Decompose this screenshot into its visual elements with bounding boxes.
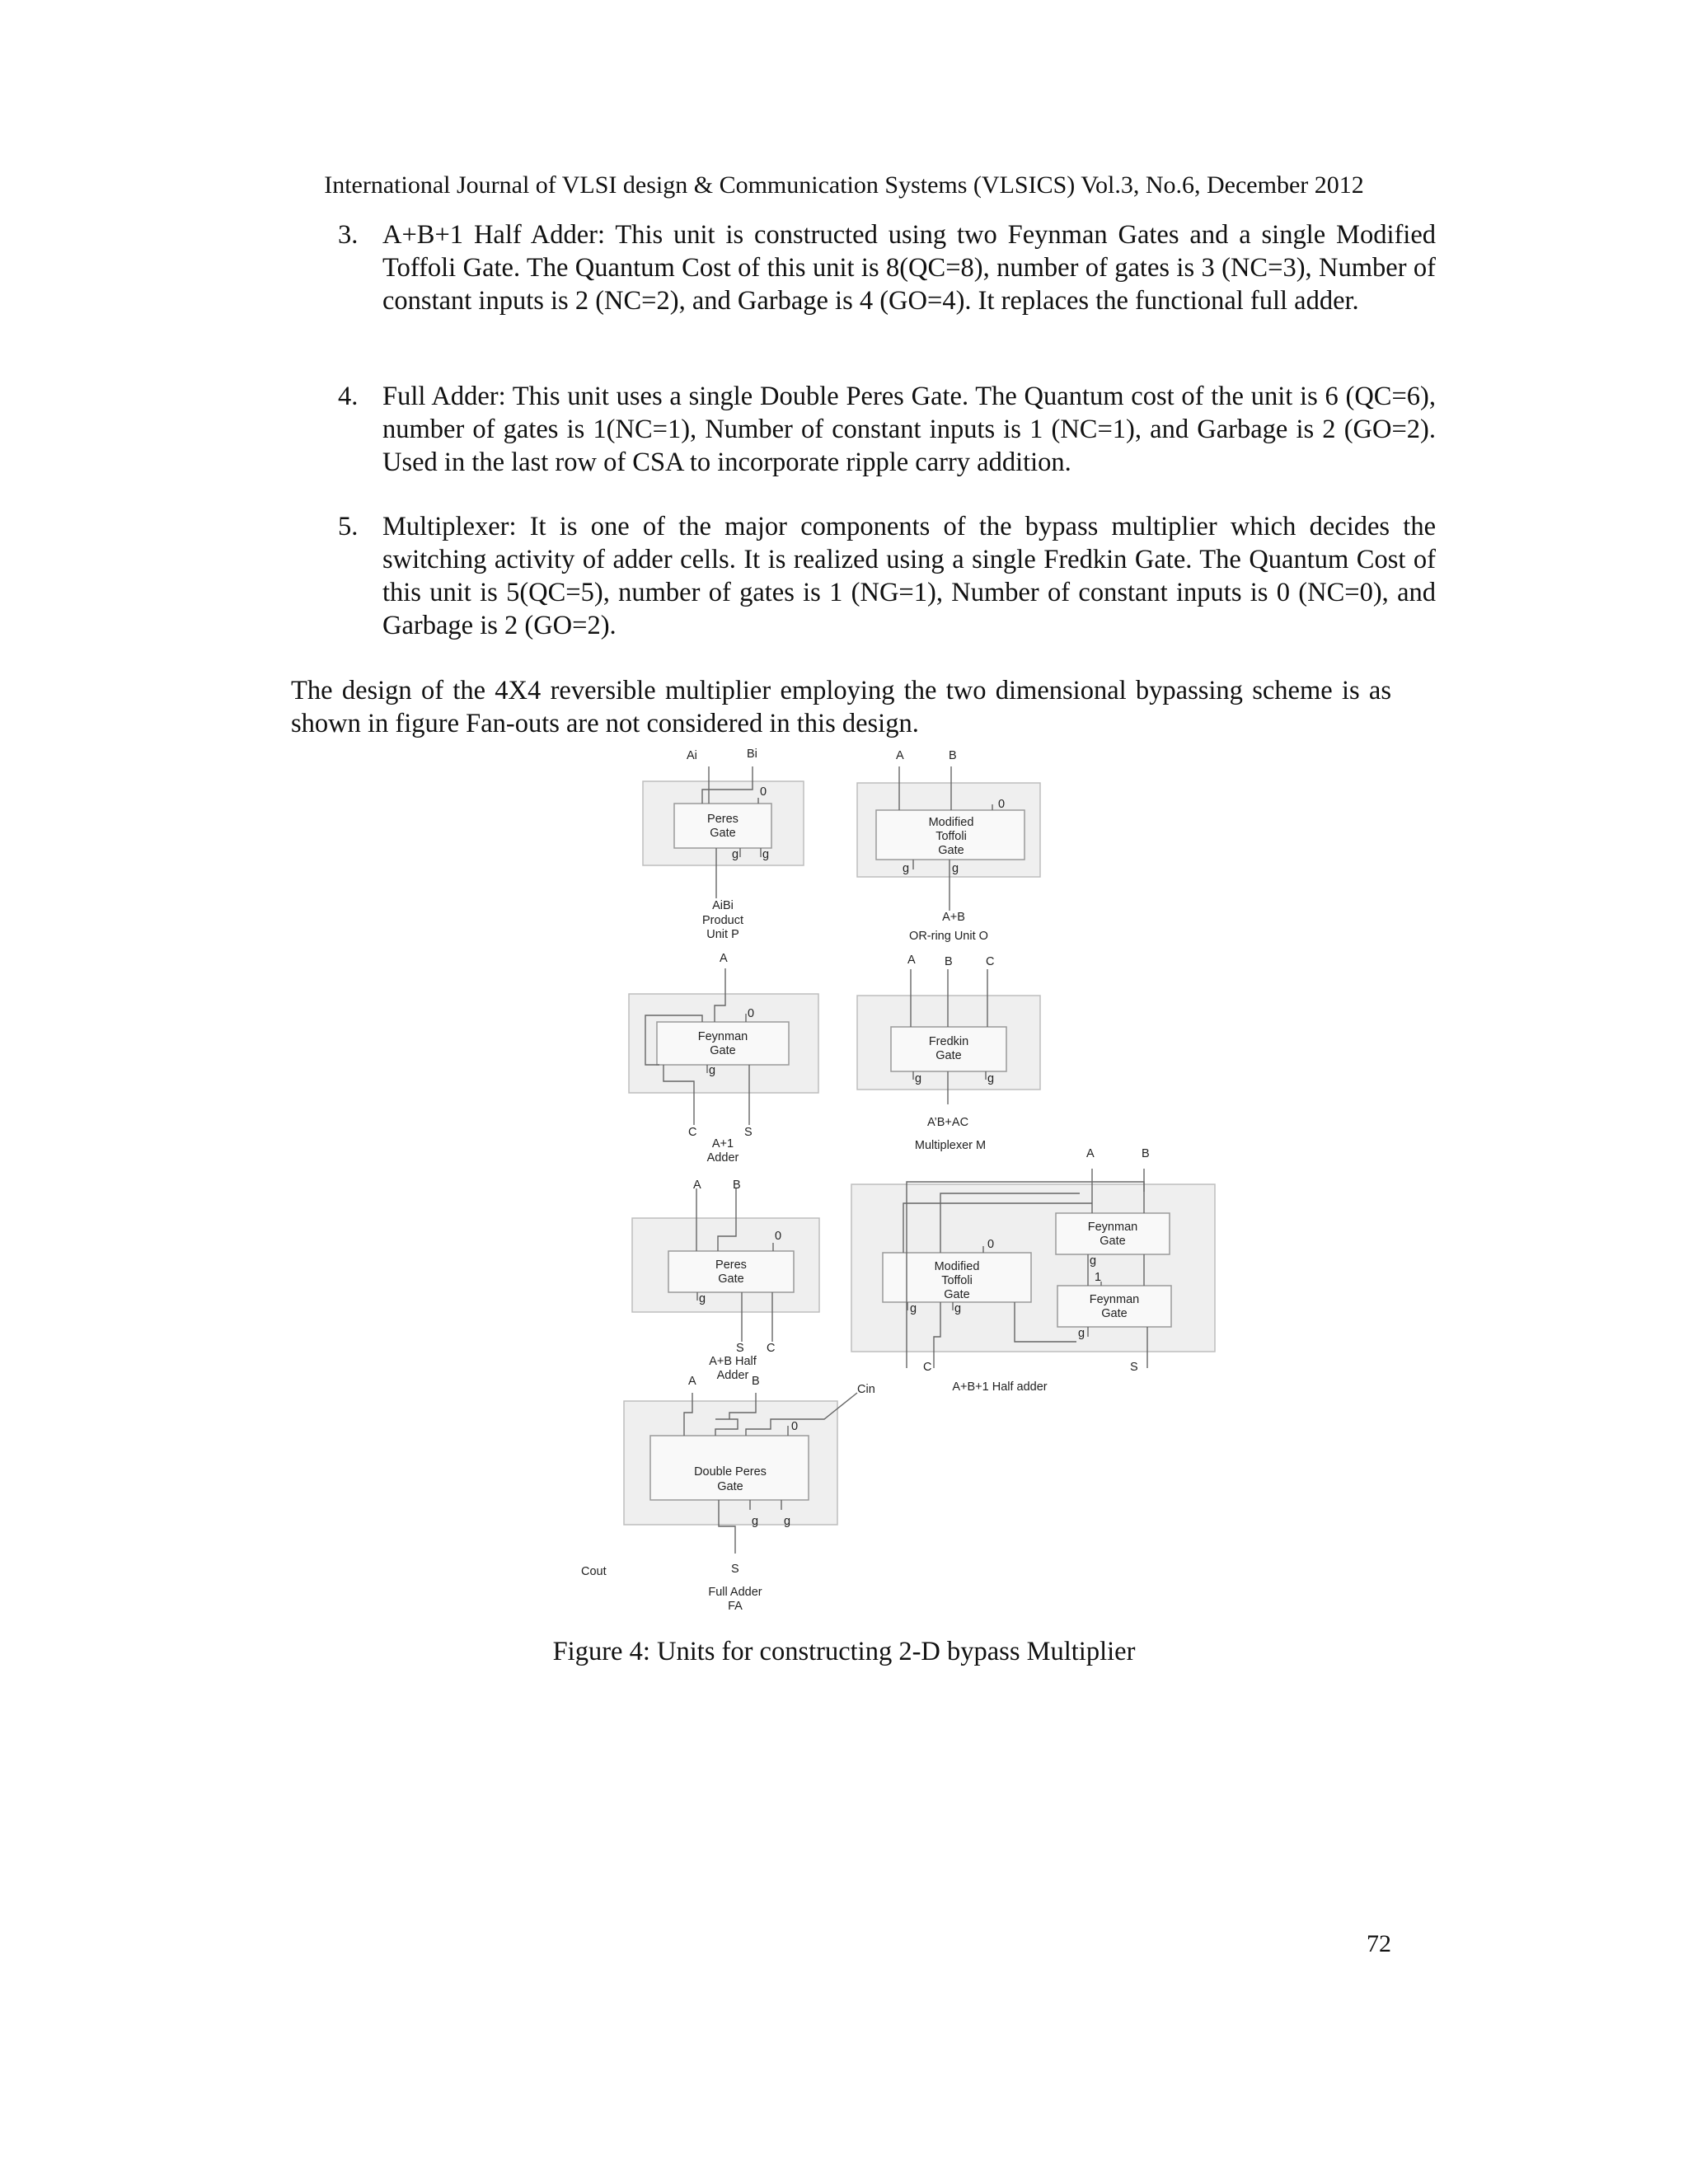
- gate-label: Double Peres: [694, 1465, 767, 1479]
- gate-label: Gate: [935, 1049, 962, 1062]
- output-label: S: [731, 1563, 739, 1576]
- input-label: Bi: [747, 748, 757, 761]
- unit-name: Adder: [716, 1369, 749, 1382]
- figure-caption: Figure 4: Units for constructing 2-D bypass Multiplier: [552, 1637, 1136, 1666]
- gate-label: Gate: [1101, 1307, 1128, 1320]
- constant-label: 0: [791, 1420, 799, 1433]
- garbage-label: g: [952, 862, 959, 875]
- gate-label: Gate: [718, 1272, 744, 1286]
- input-label: B: [733, 1179, 741, 1192]
- garbage-label: g: [752, 1515, 759, 1528]
- constant-label: 0: [748, 1007, 755, 1020]
- input-label: A: [896, 749, 904, 762]
- input-label: A: [1086, 1147, 1095, 1160]
- list-text: A+B+1 Half Adder: This unit is constructed using two Feynman Gates and a single Modified Toffoli Gate. The Quantum Cost of this unit is 8(QC=8), number of gates is 3 (NC=3), Number of constant inputs is 2 (NC=2), and Garbage is 4 (GO=4). It replaces the functional full adder.: [382, 220, 1436, 316]
- input-label: A: [720, 952, 728, 965]
- list-text: Full Adder: This unit uses a single Double Peres Gate. The Quantum cost of the unit is 6 (QC=6), number of gates is 1(NC=1), Number of constant inputs is 1 (NC=1), and Garbage is 2 (GO=2). Used in the last row of CSA to incorporate ripple carry addition.: [382, 382, 1436, 477]
- output-label: C: [688, 1126, 697, 1139]
- unit-name: FA: [728, 1600, 743, 1613]
- gate-label: Gate: [944, 1288, 970, 1301]
- list-number: 3.: [338, 220, 359, 250]
- garbage-label: g: [784, 1515, 791, 1528]
- garbage-label: g: [915, 1072, 922, 1085]
- output-label: AiBi: [712, 899, 734, 912]
- input-label: A: [688, 1375, 696, 1388]
- garbage-label: g: [1090, 1254, 1097, 1268]
- garbage-label: g: [762, 848, 770, 861]
- garbage-label: g: [699, 1292, 706, 1305]
- input-label: A: [693, 1179, 701, 1192]
- output-label: A’B+AC: [926, 1116, 969, 1129]
- garbage-label: g: [954, 1302, 962, 1315]
- gate-label: Gate: [710, 1044, 736, 1057]
- list-number: 5.: [338, 512, 359, 541]
- gate-label: Fredkin: [928, 1035, 969, 1048]
- constant-label: 0: [775, 1230, 782, 1243]
- unit-name: Unit P: [706, 928, 739, 941]
- peres-gate-box: [668, 1251, 794, 1292]
- input-label: B: [949, 749, 957, 762]
- unit-name: A+B Half: [709, 1355, 757, 1368]
- list-number: 4.: [338, 382, 359, 411]
- unit-name: A+B+1 Half adder: [952, 1380, 1048, 1394]
- gate-label: Feynman: [1089, 1293, 1140, 1306]
- input-label: Cin: [857, 1383, 875, 1396]
- running-header: International Journal of VLSI design & Communication Systems (VLSICS) Vol.3, No.6, December 2012: [324, 171, 1364, 199]
- gate-label: Modified: [928, 816, 974, 829]
- input-label: B: [945, 955, 953, 968]
- constant-label: 0: [760, 785, 767, 799]
- output-label: C: [923, 1361, 932, 1374]
- gate-label: Gate: [1100, 1235, 1126, 1248]
- garbage-label: g: [903, 862, 910, 875]
- output-label: A+B: [942, 911, 965, 924]
- gate-label: Toffoli: [941, 1274, 973, 1287]
- oring-unit: [857, 749, 1040, 943]
- body-paragraph: The design of the 4X4 reversible multiplier employing the two dimensional bypassing scheme is as shown in figure Fan-outs are not considered in this design.: [291, 676, 1391, 738]
- gate-label: Gate: [717, 1480, 743, 1493]
- unit-name: A+1: [711, 1137, 734, 1151]
- output-label: Cout: [581, 1565, 607, 1578]
- product-unit: [643, 748, 804, 941]
- gate-label: Gate: [710, 827, 736, 840]
- list-text: Multiplexer: It is one of the major components of the bypass multiplier which decides the switching activity of adder cells. It is realized using a single Fredkin Gate. The Quantum Cost of this unit is 5(QC=5), number of gates is 1 (NG=1), Number of constant inputs is 0 (NC=0), and Garbage is 2 (GO=2).: [382, 512, 1436, 640]
- gate-label: Peres: [715, 1258, 747, 1272]
- unit-name: Adder: [706, 1151, 739, 1165]
- gate-label: Peres: [707, 813, 738, 826]
- input-label: B: [1142, 1147, 1150, 1160]
- full-adder-unit: [581, 1375, 875, 1613]
- garbage-label: g: [1078, 1327, 1085, 1340]
- input-label: Ai: [687, 749, 697, 762]
- output-label: S: [744, 1126, 753, 1139]
- plus-one-adder-unit: [629, 952, 818, 1165]
- input-label: A: [907, 954, 916, 967]
- output-label: C: [767, 1342, 776, 1355]
- page-number: 72: [1367, 1930, 1391, 1957]
- gate-label: Modified: [934, 1260, 980, 1273]
- unit-name: Product: [702, 914, 743, 927]
- garbage-label: g: [709, 1064, 716, 1077]
- feynman-gate-box: [657, 1022, 789, 1065]
- feynman-gate-top-box: [1056, 1213, 1170, 1254]
- garbage-label: g: [732, 848, 739, 861]
- unit-name: OR-ring Unit O: [909, 930, 988, 943]
- gate-label: Toffoli: [935, 830, 967, 843]
- peres-gate-box: [674, 804, 771, 848]
- constant-label: 0: [998, 798, 1006, 811]
- gate-label: Feynman: [1087, 1221, 1138, 1234]
- gate-label: Gate: [938, 844, 964, 857]
- output-label: S: [736, 1342, 744, 1355]
- constant-label: 1: [1095, 1271, 1102, 1284]
- input-label: B: [752, 1375, 760, 1388]
- garbage-label: g: [987, 1072, 995, 1085]
- multiplexer-unit: [857, 954, 1040, 1152]
- half-adder-unit: [632, 1179, 819, 1382]
- unit-name: Full Adder: [708, 1586, 762, 1599]
- input-label: C: [986, 955, 995, 968]
- unit-name: Multiplexer M: [914, 1139, 987, 1152]
- gate-label: Feynman: [697, 1030, 748, 1043]
- output-label: S: [1130, 1361, 1138, 1374]
- feynman-gate-bottom-box: [1057, 1286, 1171, 1327]
- garbage-label: g: [910, 1302, 917, 1315]
- constant-label: 0: [987, 1238, 995, 1251]
- a-b-plus-one-half-adder-unit: [851, 1147, 1215, 1394]
